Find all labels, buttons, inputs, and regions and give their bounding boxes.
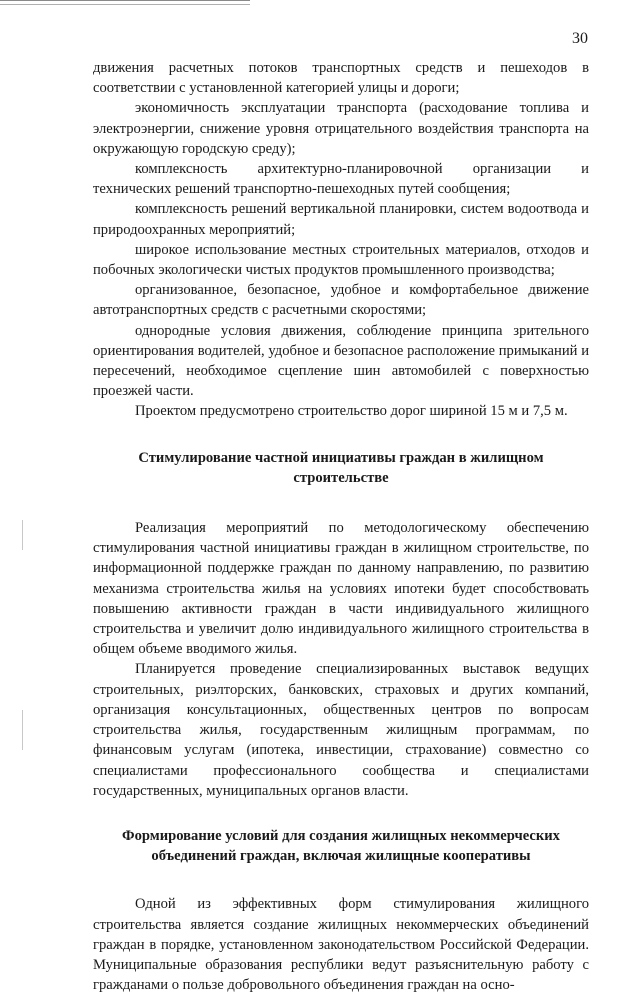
paragraph: Реализация мероприятий по методологическому обеспечению стимулирования частной инициативы граждан в жилищном строительстве, по информационной поддержке граждан по данному направлению, по развитию механизма строительства жилья на условиях ипотеки будет способствовать повышению активности граждан в части индивидуального жилищного строительства и увеличит долю индивидуального жилищного строительства в общем объеме вводимого жилья. (93, 520, 589, 658)
section-heading: Формирование условий для создания жилищных некоммерческих объединений граждан, включая жилищные кооперативы (122, 827, 560, 865)
section-heading: Стимулирование частной инициативы граждан в жилищном строительстве (138, 449, 544, 486)
scan-margin-mark (22, 520, 23, 550)
list-item: широкое использование местных строительных материалов, отходов и побочных экологически чистых продуктов промышленного производства; (93, 241, 589, 279)
scan-margin-mark (22, 710, 23, 750)
paragraph: Одной из эффективных форм стимулирования жилищного строительства является создание жилищных некоммерческих объединений граждан в порядке, установленном законодательством Российской Федерации. Муниципальные образования республики ведут разъяснительную работу с гражданами о пользе добровольного объединения граждан на осно- (93, 896, 589, 994)
list-item: организованное, безопасное, удобное и комфортабельное движение автотранспортных средств с расчетными скоростями; (93, 282, 589, 319)
page-number: 30 (572, 30, 588, 47)
paragraph: движения расчетных потоков транспортных средств и пешеходов в соответствии с установленной категорией улицы и дороги; (93, 60, 589, 97)
top-scan-rule (0, 0, 250, 5)
list-item: однородные условия движения, соблюдение принципа зрительного ориентирования водителей, удобное и безопасное расположение примыканий и пересечений, необходимое сцепление шин автомобилей с поверхностью проезжей части. (93, 322, 589, 400)
paragraph: Планируется проведение специализированных выставок ведущих строительных, риэлторских, банковских, страховых и других компаний, организация консультационных, общественных центров по вопросам строительства жилья, государственным жилищным программам, по финансовым услугам (ипотека, инвестиции, страхование) совместно со специалистами профессионального сообщества и специалистами государственных, муниципальных органов власти. (93, 661, 589, 799)
list-item: экономичность эксплуатации транспорта (расходование топлива и электроэнергии, снижение уровня отрицательного воздействия транспорта на окружающую городскую среду); (93, 100, 589, 157)
document-body (93, 58, 589, 995)
list-item: комплексность архитектурно-планировочной организации и технических решений транспортно-пешеходных путей сообщения; (93, 161, 589, 198)
paragraph: Проектом предусмотрено строительство дорог шириной 15 м и 7,5 м. (135, 403, 568, 420)
list-item: комплексность решений вертикальной планировки, систем водоотвода и природоохранных мероприятий; (93, 201, 589, 238)
